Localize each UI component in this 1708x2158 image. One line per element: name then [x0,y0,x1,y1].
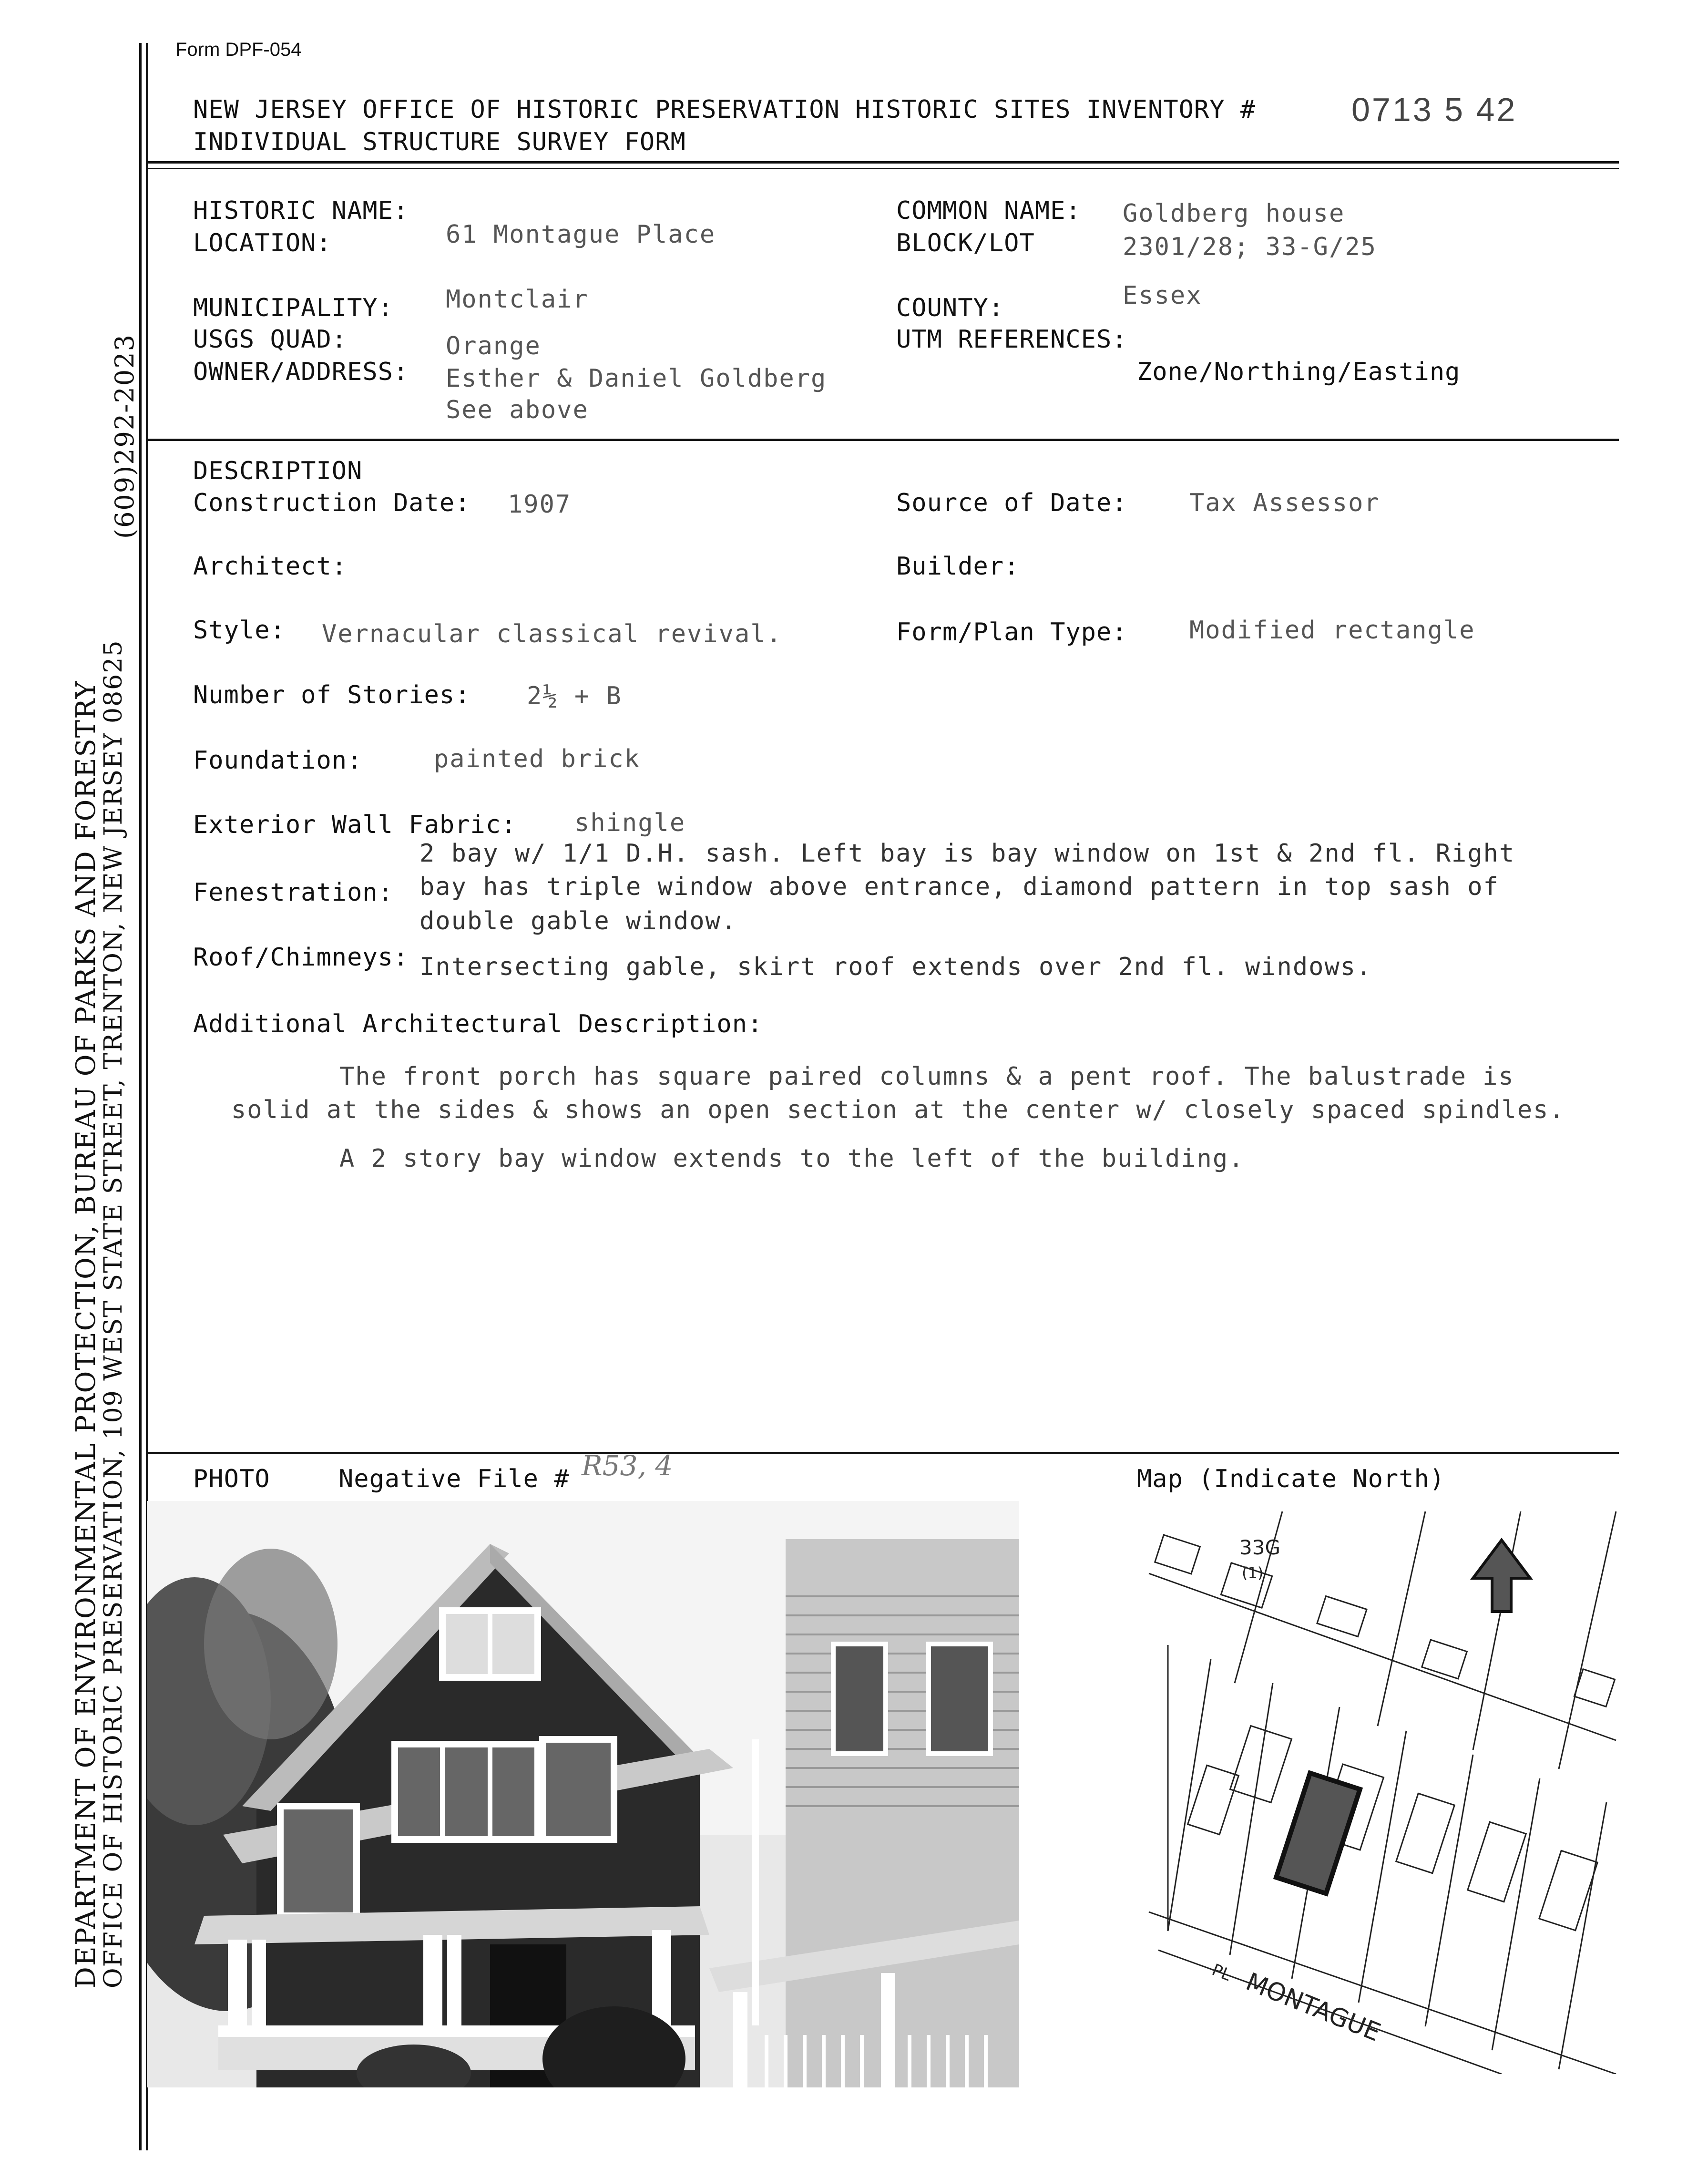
wall-fabric-label: Exterior Wall Fabric: [193,811,517,839]
wall-fabric-value: shingle [574,809,686,837]
foundation-value: painted brick [434,745,640,773]
fenestration-line1: 2 bay w/ 1/1 D.H. sash. Left bay is bay window on 1st & 2nd fl. Right [419,839,1515,868]
construction-date-value: 1907 [508,490,572,519]
map-street-prefix: PL [1209,1960,1234,1985]
map-block-label: 33G [1239,1536,1280,1559]
sidebar-office: OFFICE OF HISTORIC PRESERVATION, 109 WEST STATE STREET, TRENTON, NEW JERSEY 08625 [99,639,128,1988]
block-lot-value: 2301/28; 33-G/25 [1123,233,1377,261]
map-label: Map (Indicate North) [1137,1465,1445,1493]
negative-file-label: Negative File # [338,1465,570,1493]
header-subtitle: INDIVIDUAL STRUCTURE SURVEY FORM [193,128,686,156]
foundation-label: Foundation: [193,746,363,775]
owner-value-line2: See above [446,396,589,424]
fenestration-line3: double gable window. [419,907,737,935]
style-value: Vernacular classical revival. [322,620,782,648]
builder-label: Builder: [896,552,1020,581]
owner-label: OWNER/ADDRESS: [193,358,409,386]
rule-below-header-2 [146,168,1619,169]
common-name-value: Goldberg house [1123,199,1345,228]
usgs-quad-value: Orange [446,332,541,360]
stories-label: Number of Stories: [193,681,470,709]
fenestration-line2: bay has triple window above entrance, diamond pattern in top sash of [419,873,1499,901]
source-of-date-value: Tax Assessor [1189,489,1380,517]
additional-description-line1: The front porch has square paired columns & a pent roof. The balustrade is [339,1062,1514,1091]
rule-below-identification [146,439,1619,441]
description-title: DESCRIPTION [193,457,363,485]
map-street-label: MONTAGUE [1242,1967,1385,2047]
utm-label: UTM REFERENCES: [896,325,1127,354]
roof-value: Intersecting gable, skirt roof extends over 2nd fl. windows. [419,953,1372,981]
sidebar-department: DEPARTMENT OF ENVIRONMENTAL PROTECTION, BUREAU OF PARKS AND FORESTRY [71,680,102,1988]
historic-name-label: HISTORIC NAME: [193,196,409,225]
common-name-label: COMMON NAME: [896,196,1081,225]
rule-below-header [146,161,1619,164]
photo-label: PHOTO [193,1465,270,1493]
municipality-value: Montclair [446,285,589,314]
roof-label: Roof/Chimneys: [193,943,409,972]
county-value: Essex [1123,281,1202,310]
additional-description-line3: A 2 story bay window extends to the left of the building. [339,1144,1245,1173]
fenestration-label: Fenestration: [193,878,393,907]
site-map [1139,1502,1626,2074]
map-block-sublabel: (1) [1242,1564,1264,1582]
house-photograph [147,1501,1019,2087]
location-label: LOCATION: [193,229,332,257]
location-value: 61 Montague Place [446,220,716,249]
form-id: Form DPF-054 [175,39,302,60]
additional-description-label: Additional Architectural Description: [193,1010,763,1038]
header-title: NEW JERSEY OFFICE OF HISTORIC PRESERVATION HISTORIC SITES INVENTORY # [193,95,1256,124]
architect-label: Architect: [193,552,348,581]
source-of-date-label: Source of Date: [896,489,1127,517]
usgs-quad-label: USGS QUAD: [193,325,348,354]
rule-above-photo [146,1452,1619,1454]
sidebar-phone: (609)292-2023 [110,334,140,539]
stories-value: 2½ + B [527,682,622,710]
county-label: COUNTY: [896,294,1004,322]
form-plan-label: Form/Plan Type: [896,618,1127,647]
negative-file-value: R53, 4 [582,1449,673,1482]
construction-date-label: Construction Date: [193,489,470,517]
style-label: Style: [193,616,286,645]
additional-description-line2: solid at the sides & shows an open section at the center w/ closely spaced spindles. [231,1096,1565,1124]
owner-value-line1: Esther & Daniel Goldberg [446,364,827,393]
block-lot-label: BLOCK/LOT [896,229,1035,257]
inventory-number: 0713 5 42 [1351,91,1517,128]
utm-sublabel: Zone/Northing/Easting [1137,358,1461,386]
municipality-label: MUNICIPALITY: [193,294,393,322]
form-plan-value: Modified rectangle [1189,616,1475,645]
